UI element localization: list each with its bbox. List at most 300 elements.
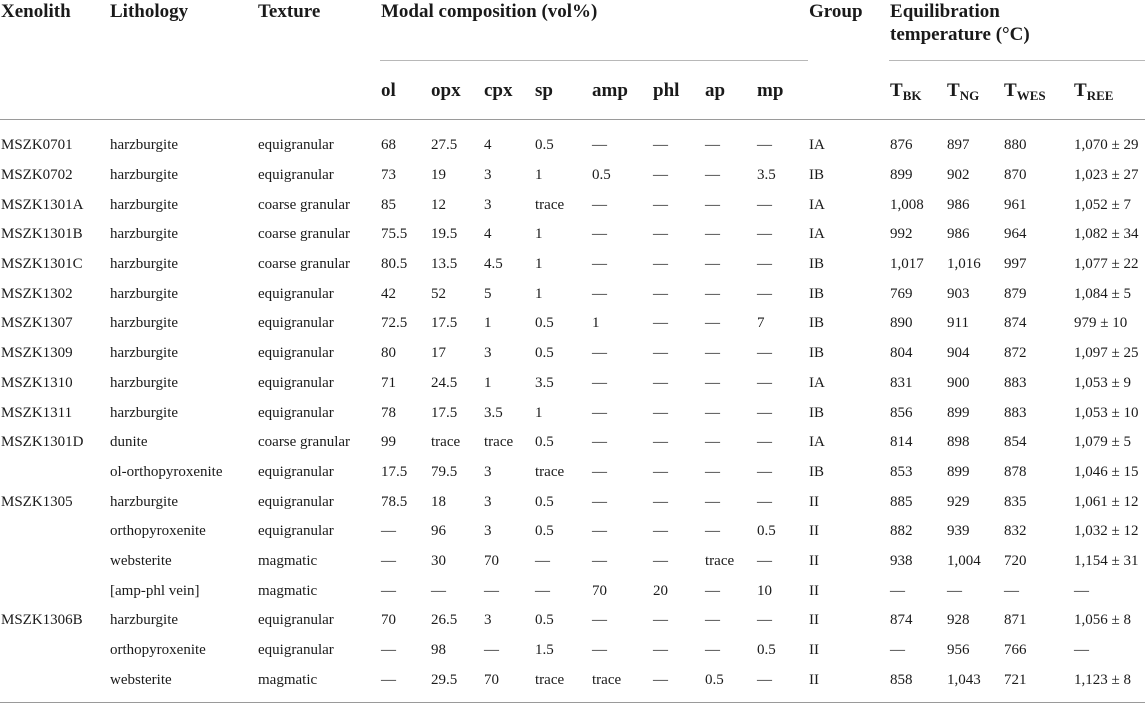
table-cell: — bbox=[653, 552, 668, 569]
table-cell: 871 bbox=[1004, 612, 1027, 629]
table-cell: 78 bbox=[381, 404, 396, 421]
table-cell: 0.5 bbox=[535, 434, 554, 451]
table-cell: 68 bbox=[381, 137, 396, 154]
table-cell: — bbox=[653, 493, 668, 510]
table-cell: 964 bbox=[1004, 226, 1027, 243]
table-cell: — bbox=[484, 642, 499, 659]
table-cell: — bbox=[757, 345, 772, 362]
table-cell: — bbox=[592, 226, 607, 243]
table-cell: 986 bbox=[947, 196, 970, 213]
table-cell: 18 bbox=[431, 493, 446, 510]
table-row bbox=[0, 665, 1145, 695]
table-row bbox=[0, 369, 1145, 399]
header-mineral-phl: phl bbox=[652, 61, 704, 120]
header-temp-ng: $T_{NG}$ bbox=[946, 61, 1003, 120]
table-cell bbox=[0, 636, 109, 666]
table-cell: harzburgite bbox=[110, 374, 179, 391]
table-cell: websterite bbox=[110, 671, 172, 688]
table-cell: equigranular bbox=[258, 374, 334, 391]
table-cell: — bbox=[757, 612, 772, 629]
table-cell: — bbox=[757, 493, 772, 510]
table-cell: — bbox=[1074, 642, 1090, 659]
table-cell: — bbox=[653, 226, 668, 243]
table-cell: 99 bbox=[381, 434, 396, 451]
table-cell: 979 ± 10 bbox=[1074, 315, 1128, 332]
table-cell: — bbox=[592, 404, 607, 421]
header-equil-line2: temperature (°C) bbox=[890, 24, 1030, 45]
table-cell: trace bbox=[705, 552, 735, 569]
table-cell: equigranular bbox=[258, 137, 334, 154]
table-cell: 898 bbox=[947, 434, 970, 451]
header-modal-composition: Modal composition (vol%) bbox=[380, 0, 808, 61]
table-cell: 903 bbox=[947, 285, 970, 302]
table-cell: 1 bbox=[535, 404, 543, 421]
table-cell: — bbox=[592, 256, 607, 273]
table-cell: 986 bbox=[947, 226, 970, 243]
table-row bbox=[0, 190, 1145, 220]
table-cell: IB bbox=[809, 345, 825, 362]
header-temp-wes: $T_{WES}$ bbox=[1003, 61, 1073, 120]
table-cell: — bbox=[705, 612, 720, 629]
table-cell: — bbox=[381, 642, 396, 659]
table-cell: IB bbox=[809, 463, 825, 480]
table-cell: 1,053 ± 9 bbox=[1074, 374, 1131, 391]
table-cell: — bbox=[381, 671, 396, 688]
table-cell: 1,004 bbox=[947, 552, 981, 569]
table-cell: 70 bbox=[484, 552, 499, 569]
table-cell: equigranular bbox=[258, 612, 334, 629]
table-cell: — bbox=[757, 226, 772, 243]
table-cell: — bbox=[653, 463, 668, 480]
header-mineral-mp: mp bbox=[756, 61, 808, 120]
table-cell: — bbox=[653, 523, 668, 540]
table-cell: MSZK1301C bbox=[1, 256, 83, 273]
table-cell: 0.5 bbox=[705, 671, 724, 688]
table-row bbox=[0, 279, 1145, 309]
table-cell: 874 bbox=[890, 612, 913, 629]
table-cell: [amp-phl vein] bbox=[110, 582, 200, 599]
table-row bbox=[0, 636, 1145, 666]
table-cell: magmatic bbox=[258, 671, 318, 688]
table-cell bbox=[0, 517, 109, 547]
table-cell: — bbox=[381, 582, 396, 599]
table-cell: — bbox=[653, 374, 668, 391]
table-cell: — bbox=[653, 256, 668, 273]
table-cell: 1,079 ± 5 bbox=[1074, 434, 1131, 451]
table-cell: 20 bbox=[653, 582, 668, 599]
table-cell: MSZK1301A bbox=[1, 196, 84, 213]
header-xenolith: Xenolith bbox=[1, 1, 71, 22]
table-cell: harzburgite bbox=[110, 256, 179, 273]
table-cell: MSZK1306B bbox=[1, 612, 83, 629]
header-mineral-cpx: cpx bbox=[483, 61, 534, 120]
table-cell: — bbox=[592, 196, 607, 213]
table-cell: IB bbox=[809, 404, 825, 421]
table-cell: harzburgite bbox=[110, 493, 179, 510]
table-cell: equigranular bbox=[258, 642, 334, 659]
table-body bbox=[0, 120, 1145, 696]
table-cell: — bbox=[592, 374, 607, 391]
table-cell: — bbox=[890, 582, 906, 599]
table-cell: 880 bbox=[1004, 137, 1027, 154]
table-cell: 0.5 bbox=[535, 523, 554, 540]
table-cell: IB bbox=[809, 256, 825, 273]
table-cell: II bbox=[809, 523, 820, 540]
table-cell: — bbox=[705, 374, 720, 391]
table-cell: 883 bbox=[1004, 374, 1027, 391]
table-cell: 24.5 bbox=[431, 374, 458, 391]
table-row bbox=[0, 250, 1145, 280]
table-cell: harzburgite bbox=[110, 345, 179, 362]
table-cell: 879 bbox=[1004, 285, 1027, 302]
table-cell: coarse granular bbox=[258, 434, 351, 451]
table-cell: 0.5 bbox=[757, 642, 776, 659]
table-cell: — bbox=[757, 552, 772, 569]
table-cell: 897 bbox=[947, 137, 970, 154]
table-cell: 1 bbox=[484, 315, 492, 332]
table-cell: 885 bbox=[890, 493, 913, 510]
table-cell: 874 bbox=[1004, 315, 1027, 332]
table-cell: magmatic bbox=[258, 582, 318, 599]
table-cell: — bbox=[757, 434, 772, 451]
table-cell bbox=[0, 665, 109, 695]
table-cell: 71 bbox=[381, 374, 396, 391]
table-cell: 79.5 bbox=[431, 463, 458, 480]
table-cell: II bbox=[809, 612, 820, 629]
table-cell: 939 bbox=[947, 523, 970, 540]
table-cell: 769 bbox=[890, 285, 913, 302]
table-cell: coarse granular bbox=[258, 256, 351, 273]
table-cell: 4 bbox=[484, 226, 492, 243]
table-cell: 3.5 bbox=[757, 167, 776, 184]
table-cell: — bbox=[757, 374, 772, 391]
table-cell: 13.5 bbox=[431, 256, 458, 273]
table-cell: 72.5 bbox=[381, 315, 408, 332]
table-cell: — bbox=[705, 523, 720, 540]
table-cell: 1 bbox=[535, 256, 543, 273]
table-cell: — bbox=[653, 285, 668, 302]
table-cell: 928 bbox=[947, 612, 970, 629]
table-cell: 1,123 ± 8 bbox=[1074, 671, 1131, 688]
table-cell: 992 bbox=[890, 226, 913, 243]
table-cell: 956 bbox=[947, 642, 970, 659]
table-cell: — bbox=[535, 552, 550, 569]
table-cell: — bbox=[592, 345, 607, 362]
table-cell: — bbox=[757, 256, 772, 273]
table-cell: — bbox=[592, 552, 607, 569]
table-cell: 98 bbox=[431, 642, 446, 659]
table-cell: — bbox=[381, 552, 396, 569]
table-cell: — bbox=[1074, 582, 1090, 599]
table-cell: 1,154 ± 31 bbox=[1074, 552, 1139, 569]
table-cell: — bbox=[757, 404, 772, 421]
table-cell bbox=[0, 547, 109, 577]
table-row bbox=[0, 309, 1145, 339]
table-cell: 1 bbox=[484, 374, 492, 391]
table-cell: 5 bbox=[484, 285, 492, 302]
table-cell: 0.5 bbox=[535, 137, 554, 154]
table-cell: orthopyroxenite bbox=[110, 523, 206, 540]
table-cell: — bbox=[947, 582, 963, 599]
table-row bbox=[0, 458, 1145, 488]
table-cell: equigranular bbox=[258, 345, 334, 362]
table-cell: 721 bbox=[1004, 671, 1027, 688]
table-cell: equigranular bbox=[258, 523, 334, 540]
table-cell: 1,061 ± 12 bbox=[1074, 493, 1139, 510]
table-cell: magmatic bbox=[258, 552, 318, 569]
table-cell: 832 bbox=[1004, 523, 1027, 540]
table-cell: 1,082 ± 34 bbox=[1074, 226, 1139, 243]
table-cell: — bbox=[705, 404, 720, 421]
table-cell: harzburgite bbox=[110, 612, 179, 629]
table-cell: MSZK1301B bbox=[1, 226, 83, 243]
table-cell: 4.5 bbox=[484, 256, 503, 273]
table-bottom-rule bbox=[0, 702, 1145, 703]
table-cell: II bbox=[809, 493, 820, 510]
table-cell: MSZK1301D bbox=[1, 434, 84, 451]
table-row bbox=[0, 576, 1145, 606]
table-cell: 1,077 ± 22 bbox=[1074, 256, 1139, 273]
table-cell: trace bbox=[535, 196, 565, 213]
table-cell: 30 bbox=[431, 552, 446, 569]
header-texture: Texture bbox=[258, 1, 321, 22]
table-row bbox=[0, 220, 1145, 250]
table-cell: 902 bbox=[947, 167, 970, 184]
table-cell: 878 bbox=[1004, 463, 1027, 480]
table-cell: — bbox=[757, 285, 772, 302]
table-cell: 899 bbox=[947, 404, 970, 421]
table-cell: 1,043 bbox=[947, 671, 981, 688]
table-cell: 1,070 ± 29 bbox=[1074, 137, 1139, 154]
table-cell: 70 bbox=[592, 582, 607, 599]
table-cell: 0.5 bbox=[535, 493, 554, 510]
table-cell: — bbox=[705, 582, 720, 599]
header-lithology: Lithology bbox=[110, 1, 189, 22]
table-header bbox=[0, 0, 1145, 120]
table-cell: — bbox=[705, 315, 720, 332]
table-cell: 17.5 bbox=[431, 315, 458, 332]
table-cell: MSZK0702 bbox=[1, 167, 73, 184]
header-mineral-ol: ol bbox=[380, 61, 430, 120]
table-cell: 17.5 bbox=[381, 463, 408, 480]
table-cell: harzburgite bbox=[110, 137, 179, 154]
table-cell: 1 bbox=[535, 226, 543, 243]
table-cell: 997 bbox=[1004, 256, 1027, 273]
table-cell: — bbox=[705, 167, 720, 184]
table-cell: MSZK1307 bbox=[1, 315, 73, 332]
table-cell: 0.5 bbox=[535, 345, 554, 362]
table-cell: 17 bbox=[431, 345, 446, 362]
table-cell: 831 bbox=[890, 374, 913, 391]
table-cell: equigranular bbox=[258, 315, 334, 332]
table-row bbox=[0, 487, 1145, 517]
table-cell: — bbox=[705, 226, 720, 243]
header-group: Group bbox=[809, 1, 863, 22]
table-cell: 882 bbox=[890, 523, 913, 540]
table-cell: — bbox=[757, 137, 772, 154]
table-cell: 10 bbox=[757, 582, 772, 599]
table-cell: — bbox=[592, 642, 607, 659]
table-cell: 1.5 bbox=[535, 642, 554, 659]
table-cell: 900 bbox=[947, 374, 970, 391]
table-cell: 0.5 bbox=[757, 523, 776, 540]
table-cell: II bbox=[809, 552, 820, 569]
table-cell: — bbox=[705, 137, 720, 154]
table-cell: 899 bbox=[947, 463, 970, 480]
table-cell: 3 bbox=[484, 523, 492, 540]
table-cell: — bbox=[705, 285, 720, 302]
table-cell: 3.5 bbox=[535, 374, 554, 391]
table-cell: — bbox=[653, 434, 668, 451]
table-cell: — bbox=[653, 671, 668, 688]
table-cell: trace bbox=[431, 434, 461, 451]
table-cell: — bbox=[705, 463, 720, 480]
table-cell: — bbox=[757, 196, 772, 213]
table-cell: trace bbox=[535, 671, 565, 688]
table-cell: 1,016 bbox=[947, 256, 981, 273]
table-cell: 80.5 bbox=[381, 256, 408, 273]
table-cell: coarse granular bbox=[258, 196, 351, 213]
table-cell: 883 bbox=[1004, 404, 1027, 421]
table-cell: 7 bbox=[757, 315, 765, 332]
table-cell: 804 bbox=[890, 345, 913, 362]
table-cell: 85 bbox=[381, 196, 396, 213]
table-cell: — bbox=[535, 582, 550, 599]
table-cell: MSZK1305 bbox=[1, 493, 73, 510]
table-cell: 1,008 bbox=[890, 196, 924, 213]
table-cell: harzburgite bbox=[110, 167, 179, 184]
table-cell: 814 bbox=[890, 434, 913, 451]
table-cell: — bbox=[705, 434, 720, 451]
table-cell: 19.5 bbox=[431, 226, 458, 243]
table-row bbox=[0, 131, 1145, 161]
table-row bbox=[0, 606, 1145, 636]
table-cell: 911 bbox=[947, 315, 969, 332]
table-cell: 938 bbox=[890, 552, 913, 569]
table-cell: 70 bbox=[381, 612, 396, 629]
header-temp-bk: $T_{BK}$ bbox=[889, 61, 946, 120]
table-row bbox=[0, 517, 1145, 547]
header-equilibration-temperature bbox=[889, 0, 1145, 61]
table-cell: — bbox=[757, 671, 772, 688]
table-cell bbox=[0, 576, 109, 606]
table-cell: IB bbox=[809, 285, 825, 302]
table-cell: 52 bbox=[431, 285, 446, 302]
table-cell: IA bbox=[809, 226, 825, 243]
table-cell: 3 bbox=[484, 167, 492, 184]
table-cell: 856 bbox=[890, 404, 913, 421]
header-temp-ree: $T_{REE}$ bbox=[1073, 61, 1145, 120]
table-cell: MSZK0701 bbox=[1, 137, 73, 154]
table-cell: — bbox=[484, 582, 499, 599]
table-cell: 3 bbox=[484, 612, 492, 629]
header-equil-line1: Equilibration bbox=[890, 1, 1000, 22]
table-cell: equigranular bbox=[258, 167, 334, 184]
table-cell: 929 bbox=[947, 493, 970, 510]
table-cell: — bbox=[431, 582, 446, 599]
table-cell: 890 bbox=[890, 315, 913, 332]
table-cell: trace bbox=[484, 434, 514, 451]
table-cell: equigranular bbox=[258, 404, 334, 421]
table-cell: — bbox=[592, 434, 607, 451]
table-cell: — bbox=[653, 612, 668, 629]
table-cell: 3.5 bbox=[484, 404, 503, 421]
table-cell: 1 bbox=[535, 285, 543, 302]
table-cell: 853 bbox=[890, 463, 913, 480]
table-cell: 3 bbox=[484, 196, 492, 213]
table-cell: 876 bbox=[890, 137, 913, 154]
table-cell: ol-orthopyroxenite bbox=[110, 463, 223, 480]
table-cell: — bbox=[592, 612, 607, 629]
table-cell: harzburgite bbox=[110, 196, 179, 213]
table-row bbox=[0, 547, 1145, 577]
table-cell: II bbox=[809, 671, 820, 688]
table-cell: harzburgite bbox=[110, 404, 179, 421]
table-cell: 27.5 bbox=[431, 137, 458, 154]
table-cell: — bbox=[653, 196, 668, 213]
table-cell: 80 bbox=[381, 345, 396, 362]
table-cell: 1,084 ± 5 bbox=[1074, 285, 1131, 302]
table-cell: harzburgite bbox=[110, 285, 179, 302]
table-cell: MSZK1310 bbox=[1, 374, 73, 391]
table-cell: — bbox=[653, 642, 668, 659]
table-cell: — bbox=[381, 523, 396, 540]
table-cell: IA bbox=[809, 137, 825, 154]
table-cell: MSZK1302 bbox=[1, 285, 73, 302]
table-cell: 1,056 ± 8 bbox=[1074, 612, 1131, 629]
table-cell: 0.5 bbox=[535, 315, 554, 332]
table-cell: — bbox=[705, 493, 720, 510]
table-cell: 854 bbox=[1004, 434, 1027, 451]
table-cell: 3 bbox=[484, 345, 492, 362]
table-cell: — bbox=[890, 642, 906, 659]
table-cell: equigranular bbox=[258, 463, 334, 480]
table-cell: — bbox=[592, 463, 607, 480]
table-cell bbox=[0, 458, 109, 488]
table-cell: 870 bbox=[1004, 167, 1027, 184]
table-cell: 835 bbox=[1004, 493, 1027, 510]
table-cell: 1,097 ± 25 bbox=[1074, 345, 1139, 362]
table-cell: — bbox=[592, 523, 607, 540]
table-cell: 96 bbox=[431, 523, 446, 540]
table-cell: 872 bbox=[1004, 345, 1027, 362]
table-cell: IA bbox=[809, 196, 825, 213]
table-cell: — bbox=[592, 493, 607, 510]
table-cell: orthopyroxenite bbox=[110, 642, 206, 659]
table-cell: IB bbox=[809, 315, 825, 332]
table-cell: — bbox=[653, 345, 668, 362]
table-cell: — bbox=[705, 642, 720, 659]
table-cell: 1,032 ± 12 bbox=[1074, 523, 1139, 540]
table-cell: — bbox=[705, 196, 720, 213]
table-cell: — bbox=[1004, 582, 1020, 599]
table-cell: — bbox=[592, 285, 607, 302]
table-cell: — bbox=[653, 404, 668, 421]
table-cell: IB bbox=[809, 167, 825, 184]
table-cell: websterite bbox=[110, 552, 172, 569]
table-cell: II bbox=[809, 642, 820, 659]
table-cell: 766 bbox=[1004, 642, 1027, 659]
table-row bbox=[0, 161, 1145, 191]
table-cell: coarse granular bbox=[258, 226, 351, 243]
table-cell: — bbox=[757, 463, 772, 480]
header-mineral-opx: opx bbox=[430, 61, 483, 120]
table-cell: IA bbox=[809, 374, 825, 391]
header-mineral-ap: ap bbox=[704, 61, 756, 120]
table-cell: dunite bbox=[110, 434, 148, 451]
table-cell: 4 bbox=[484, 137, 492, 154]
table-cell: 29.5 bbox=[431, 671, 458, 688]
